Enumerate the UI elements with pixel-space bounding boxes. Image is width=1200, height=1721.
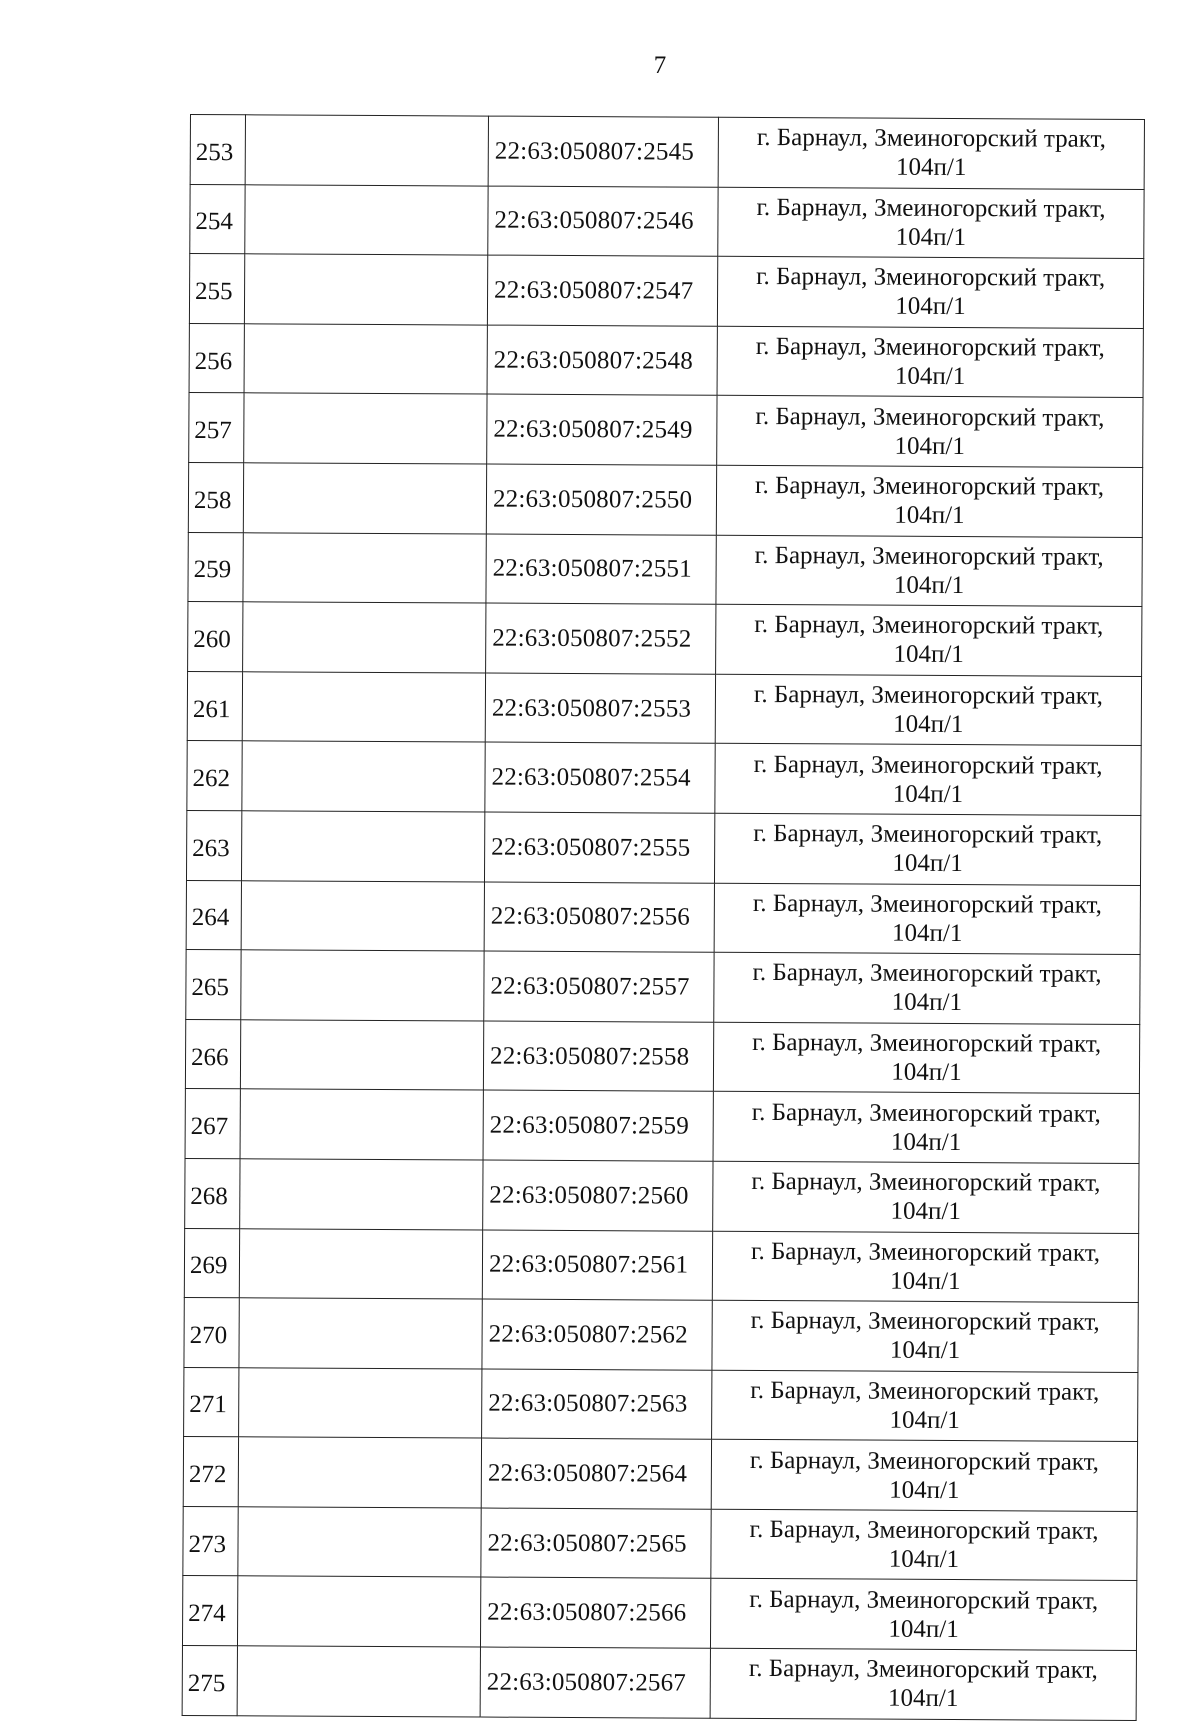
table-row	[184, 1228, 1138, 1303]
empty-cell	[243, 602, 486, 673]
table-row	[187, 741, 1141, 816]
row-number-cell: 269	[184, 1228, 239, 1298]
cadastral-number-cell: 22:63:050807:2561	[482, 1230, 712, 1301]
address-line-2: 104п/1	[893, 710, 964, 739]
cadastral-number-cell: 22:63:050807:2553	[485, 673, 715, 744]
table-row	[189, 254, 1143, 329]
empty-cell	[241, 950, 484, 1021]
empty-cell	[243, 463, 486, 534]
address-line-2: 104п/1	[893, 571, 965, 599]
row-number-cell: 254	[190, 184, 245, 254]
empty-cell	[240, 1089, 483, 1160]
address-line-2: 104п/1	[892, 849, 963, 878]
address-line-1: г. Барнаул, Змеиногорский тракт,	[755, 402, 1105, 432]
address-cell	[710, 1648, 1136, 1720]
empty-cell	[244, 254, 487, 325]
empty-cell	[237, 1646, 480, 1717]
cadastral-number-cell: 22:63:050807:2559	[483, 1090, 713, 1161]
table-row	[189, 323, 1143, 398]
empty-cell	[240, 1159, 483, 1230]
empty-cell	[239, 1298, 482, 1369]
address-line-1: г. Барнаул, Змеиногорский тракт,	[750, 1376, 1100, 1406]
row-number-cell: 259	[188, 532, 243, 602]
cadastral-number-cell: 22:63:050807:2566	[480, 1578, 710, 1649]
table-row	[186, 810, 1140, 885]
table-row	[186, 880, 1140, 955]
cadastral-number-cell: 22:63:050807:2558	[483, 1021, 713, 1092]
address-line-2: 104п/1	[894, 432, 965, 460]
address-cell	[711, 1509, 1137, 1581]
address-line-2: 104п/1	[890, 1267, 961, 1295]
table-row	[188, 602, 1142, 677]
row-number-cell: 275	[182, 1646, 237, 1716]
address-line-1: г. Барнаул, Змеиногорский тракт,	[751, 1098, 1101, 1128]
row-number-cell: 272	[183, 1437, 238, 1507]
row-number-cell: 258	[188, 462, 243, 532]
address-line-2: 104п/1	[891, 1058, 962, 1087]
address-line-1: г. Барнаул, Змеиногорский тракт,	[749, 1585, 1099, 1615]
address-line-1: г. Барнаул, Змеиногорский тракт,	[754, 472, 1105, 502]
row-number-cell: 274	[182, 1576, 237, 1646]
address-line-1: г. Барнаул, Змеиногорский тракт,	[756, 124, 1106, 154]
empty-cell	[241, 880, 484, 951]
table-row	[182, 1576, 1136, 1651]
empty-cell	[238, 1437, 481, 1508]
empty-cell	[238, 1507, 481, 1578]
cadastral-number-cell: 22:63:050807:2557	[484, 951, 714, 1022]
table-row	[190, 115, 1144, 190]
cadastral-number-cell: 22:63:050807:2555	[484, 812, 714, 883]
table-row	[188, 462, 1142, 537]
address-line-1: г. Барнаул, Змеиногорский тракт,	[752, 959, 1102, 989]
table-row	[187, 671, 1141, 746]
cadastral-number-cell: 22:63:050807:2556	[484, 882, 714, 953]
empty-cell	[245, 184, 488, 255]
row-number-cell: 257	[189, 393, 244, 463]
empty-cell	[237, 1576, 480, 1647]
row-number-cell: 264	[186, 880, 241, 950]
empty-cell	[242, 741, 485, 812]
address-line-1: г. Барнаул, Змеиногорский тракт,	[753, 820, 1103, 850]
cadastral-number-cell: 22:63:050807:2546	[488, 186, 718, 257]
address-cell	[718, 117, 1144, 189]
cadastral-number-cell: 22:63:050807:2567	[480, 1647, 710, 1718]
table-row	[185, 1089, 1139, 1164]
cadastral-number-cell: 22:63:050807:2554	[485, 742, 715, 813]
row-number-cell: 266	[185, 1019, 240, 1089]
address-cell	[718, 187, 1144, 259]
cadastral-number-cell: 22:63:050807:2551	[486, 534, 716, 605]
address-line-2: 104п/1	[895, 223, 967, 251]
table-row	[185, 1158, 1139, 1233]
row-number-cell: 267	[185, 1089, 240, 1159]
address-cell	[716, 465, 1142, 537]
address-line-1: г. Барнаул, Змеиногорский тракт,	[754, 541, 1104, 571]
address-line-1: г. Барнаул, Змеиногорский тракт,	[748, 1655, 1098, 1685]
address-line-1: г. Барнаул, Змеиногорский тракт,	[756, 263, 1106, 293]
empty-cell	[244, 393, 487, 464]
address-line-2: 104п/1	[887, 1685, 959, 1713]
address-line-1: г. Барнаул, Змеиногорский тракт,	[752, 889, 1102, 919]
row-number-cell: 262	[187, 741, 242, 811]
address-line-1: г. Барнаул, Змеиногорский тракт,	[750, 1237, 1101, 1267]
address-line-2: 104п/1	[888, 1615, 959, 1643]
empty-cell	[241, 811, 484, 882]
row-number-cell: 273	[183, 1506, 238, 1576]
address-cell	[716, 604, 1142, 676]
address-line-2: 104п/1	[889, 1476, 960, 1504]
row-number-cell: 261	[187, 671, 242, 741]
empty-cell	[239, 1367, 482, 1438]
table-row	[183, 1506, 1137, 1581]
address-line-1: г. Барнаул, Змеиногорский тракт,	[753, 750, 1103, 780]
address-line-2: 104п/1	[891, 919, 963, 947]
row-number-cell: 268	[185, 1158, 240, 1228]
address-line-2: 104п/1	[889, 1337, 961, 1365]
empty-cell	[243, 532, 486, 603]
parcel-table	[182, 114, 1145, 1721]
address-line-1: г. Барнаул, Змеиногорский тракт,	[749, 1446, 1100, 1476]
table-row	[189, 393, 1143, 468]
address-line-2: 104п/1	[892, 780, 964, 808]
cadastral-number-cell: 22:63:050807:2545	[488, 116, 718, 187]
cadastral-number-cell: 22:63:050807:2564	[481, 1438, 711, 1509]
address-line-2: 104п/1	[895, 293, 966, 321]
address-line-1: г. Барнаул, Змеиногорский тракт,	[756, 193, 1106, 223]
table-row	[186, 950, 1140, 1025]
address-cell	[713, 1161, 1139, 1233]
address-line-2: 104п/1	[891, 989, 963, 1017]
address-cell	[713, 1092, 1139, 1164]
table-row	[185, 1019, 1139, 1094]
address-line-1: г. Барнаул, Змеиногорский тракт,	[755, 333, 1105, 362]
cadastral-number-cell: 22:63:050807:2563	[482, 1369, 712, 1440]
address-line-2: 104п/1	[890, 1197, 961, 1226]
address-cell	[710, 1579, 1136, 1651]
empty-cell	[244, 324, 487, 395]
empty-cell	[240, 1019, 483, 1090]
cadastral-number-cell: 22:63:050807:2549	[487, 394, 717, 465]
page-number: 7	[653, 52, 667, 79]
address-line-2: 104п/1	[888, 1545, 960, 1574]
address-line-2: 104п/1	[889, 1406, 960, 1435]
row-number-cell: 260	[188, 602, 243, 672]
cadastral-number-cell: 22:63:050807:2548	[487, 325, 717, 396]
address-line-2: 104п/1	[890, 1128, 962, 1156]
address-line-2: 104п/1	[893, 641, 964, 669]
table-row	[188, 532, 1142, 607]
table-row	[182, 1646, 1136, 1721]
row-number-cell: 255	[189, 254, 244, 324]
table-row	[184, 1298, 1138, 1373]
empty-cell	[245, 115, 488, 186]
cadastral-number-cell: 22:63:050807:2565	[481, 1508, 711, 1579]
cadastral-number-cell: 22:63:050807:2562	[482, 1299, 712, 1370]
address-cell	[714, 952, 1140, 1024]
row-number-cell: 253	[190, 115, 245, 185]
row-number-cell: 256	[189, 323, 244, 393]
address-cell	[715, 674, 1141, 746]
cadastral-number-cell: 22:63:050807:2560	[483, 1160, 713, 1231]
address-cell	[716, 535, 1142, 607]
address-line-1: г. Барнаул, Змеиногорский тракт,	[750, 1307, 1100, 1337]
address-line-2: 104п/1	[894, 501, 965, 530]
row-number-cell: 270	[184, 1298, 239, 1368]
table-row	[184, 1367, 1138, 1442]
address-cell	[712, 1231, 1138, 1303]
cadastral-number-cell: 22:63:050807:2547	[487, 255, 717, 326]
empty-cell	[239, 1228, 482, 1299]
address-cell	[712, 1370, 1138, 1442]
address-line-1: г. Барнаул, Змеиногорский тракт,	[754, 611, 1104, 641]
empty-cell	[242, 672, 485, 743]
address-line-1: г. Барнаул, Змеиногорский тракт,	[751, 1168, 1101, 1197]
table-row	[190, 184, 1144, 259]
address-cell	[715, 744, 1141, 816]
row-number-cell: 271	[184, 1367, 239, 1437]
cadastral-number-cell: 22:63:050807:2550	[486, 464, 716, 535]
row-number-cell: 263	[186, 810, 241, 880]
address-cell	[713, 1022, 1139, 1094]
address-cell	[712, 1300, 1138, 1372]
address-cell	[714, 813, 1140, 885]
address-line-1: г. Барнаул, Змеиногорский тракт,	[752, 1028, 1102, 1058]
address-cell	[711, 1440, 1137, 1512]
address-cell	[714, 883, 1140, 955]
address-cell	[717, 396, 1143, 468]
address-cell	[717, 256, 1143, 328]
cadastral-number-cell: 22:63:050807:2552	[486, 603, 716, 674]
address-line-1: г. Барнаул, Змеиногорский тракт,	[753, 681, 1104, 710]
table-row	[183, 1437, 1137, 1512]
address-cell	[717, 326, 1143, 398]
table-body	[182, 115, 1144, 1721]
row-number-cell: 265	[186, 950, 241, 1020]
address-line-1: г. Барнаул, Змеиногорский тракт,	[749, 1516, 1099, 1545]
address-line-2: 104п/1	[894, 362, 966, 391]
address-line-2: 104п/1	[895, 153, 967, 182]
